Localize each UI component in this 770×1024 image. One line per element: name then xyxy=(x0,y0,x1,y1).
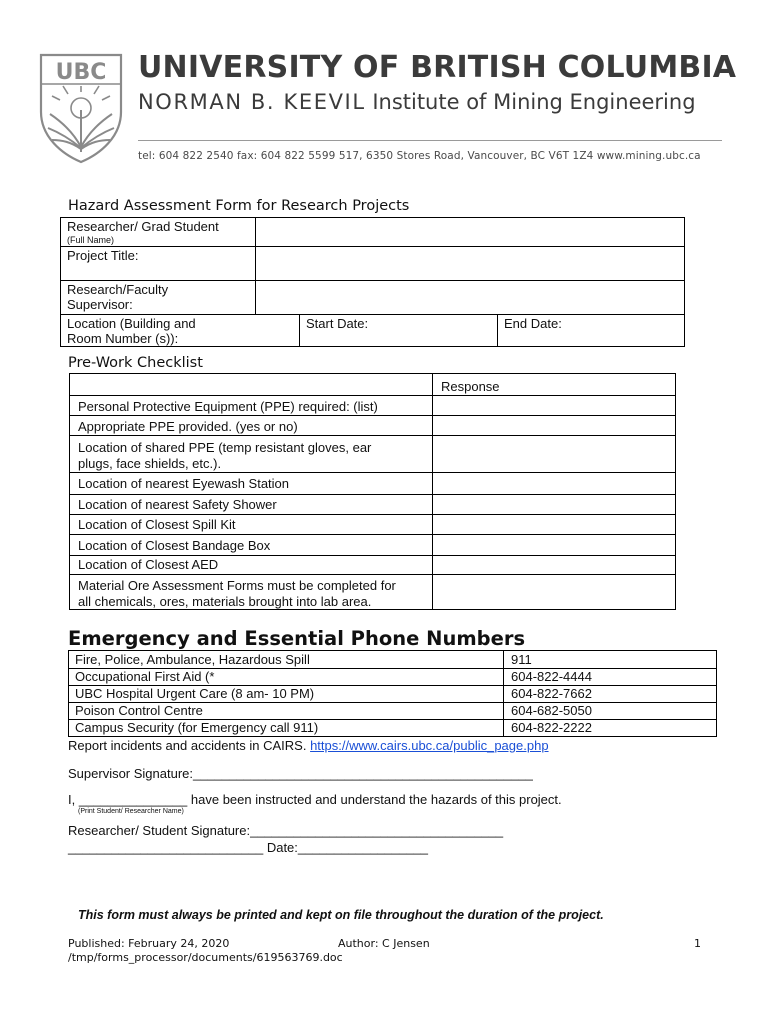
footer-file-path: /tmp/forms_processor/documents/619563769.doc xyxy=(68,951,343,964)
checklist-item-ppe-provided: Appropriate PPE provided. (yes or no) xyxy=(78,419,298,434)
print-requirement-note: This form must always be printed and kept on file throughout the duration of the project. xyxy=(78,908,604,922)
university-name: UNIVERSITY OF BRITISH COLUMBIA xyxy=(138,50,737,85)
institute-name xyxy=(138,90,696,114)
checklist-item-eyewash: Location of nearest Eyewash Station xyxy=(78,476,290,491)
phone-number-first-aid: 604-822-4444 xyxy=(511,669,592,684)
start-date-label: Start Date: xyxy=(306,316,369,331)
researcher-sublabel: (Full Name) xyxy=(67,235,115,245)
project-title-field[interactable] xyxy=(257,248,683,279)
phone-label-emergency: Fire, Police, Ambulance, Hazardous Spill xyxy=(75,652,310,667)
report-incidents-line xyxy=(68,738,549,753)
response-field-ore-forms[interactable] xyxy=(434,575,674,608)
institute-name-secondary: Institute of Mining Engineering xyxy=(372,90,696,114)
checklist-item-ore-forms: Material Ore Assessment Forms must be completed for xyxy=(78,578,396,593)
supervisor-label-line2: Supervisor: xyxy=(67,297,133,312)
institute-name-primary: NORMAN B. KEEVIL xyxy=(138,90,366,114)
header-divider xyxy=(138,140,722,141)
checklist-item-ore-forms-line2: all chemicals, ores, materials brought into lab area. xyxy=(78,594,372,609)
footer-author: Author: C Jensen xyxy=(338,937,430,950)
phone-number-emergency: 911 xyxy=(511,652,532,667)
pre-work-checklist-table xyxy=(69,373,676,610)
project-title-label: Project Title: xyxy=(67,248,139,263)
response-field-bandage-box[interactable] xyxy=(434,535,674,554)
response-field-eyewash[interactable] xyxy=(434,473,674,493)
response-field-ppe-required[interactable] xyxy=(434,396,674,414)
print-name-hint: (Print Student/ Researcher Name) xyxy=(78,808,184,815)
researcher-label: Researcher/ Grad Student xyxy=(67,219,219,234)
location-label-line2: Room Number (s)): xyxy=(67,331,179,346)
instructed-statement[interactable]: I, _______________ have been instructed and understand the hazards of this project. xyxy=(68,792,562,807)
checklist-item-safety-shower: Location of nearest Safety Shower xyxy=(78,497,277,512)
svg-text:UBC: UBC xyxy=(55,60,107,85)
location-label-line1: Location (Building and xyxy=(67,316,196,331)
phone-label-poison-control: Poison Control Centre xyxy=(75,703,203,718)
contact-line: tel: 604 822 2540 fax: 604 822 5599 517, 6350 Stores Road, Vancouver, BC V6T 1Z4 www.mining.ubc.ca xyxy=(138,150,701,162)
checklist-item-spill-kit: Location of Closest Spill Kit xyxy=(78,517,236,532)
checklist-title: Pre-Work Checklist xyxy=(68,355,203,371)
checklist-item-shared-ppe-line2: plugs, face shields, etc.). xyxy=(78,456,222,471)
phone-number-hospital: 604-822-7662 xyxy=(511,686,592,701)
supervisor-signature-line[interactable]: Supervisor Signature:_______________________________________________ xyxy=(68,766,533,781)
footer-page-number: 1 xyxy=(694,937,701,950)
supervisor-field[interactable] xyxy=(257,282,683,313)
phone-number-poison-control: 604-682-5050 xyxy=(511,703,592,718)
phone-label-hospital: UBC Hospital Urgent Care (8 am- 10 PM) xyxy=(75,686,315,701)
response-header: Response xyxy=(441,379,500,394)
researcher-info-table xyxy=(60,217,685,347)
report-text: Report incidents and accidents in CAIRS. xyxy=(68,738,311,753)
checklist-item-bandage-box: Location of Closest Bandage Box xyxy=(78,538,271,553)
end-date-label: End Date: xyxy=(504,316,562,331)
checklist-item-ppe-required: Personal Protective Equipment (PPE) required: (list) xyxy=(78,399,378,414)
checklist-item-aed: Location of Closest AED xyxy=(78,557,219,572)
response-field-ppe-provided[interactable] xyxy=(434,416,674,434)
form-title: Hazard Assessment Form for Research Projects xyxy=(68,198,410,214)
response-field-shared-ppe[interactable] xyxy=(434,436,674,471)
supervisor-label-line1: Research/Faculty xyxy=(67,282,169,297)
emergency-title: Emergency and Essential Phone Numbers xyxy=(68,627,526,650)
response-field-safety-shower[interactable] xyxy=(434,495,674,513)
researcher-name-field[interactable] xyxy=(257,219,683,245)
phone-label-campus-security: Campus Security (for Emergency call 911) xyxy=(75,720,319,735)
checklist-item-shared-ppe: Location of shared PPE (temp resistant gloves, ear xyxy=(78,440,372,455)
footer-published: Published: February 24, 2020 xyxy=(68,937,230,950)
response-field-spill-kit[interactable] xyxy=(434,515,674,533)
phone-label-first-aid: Occupational First Aid (* xyxy=(75,669,215,684)
date-line[interactable]: ___________________________ Date:__________________ xyxy=(68,840,429,855)
emergency-phone-table xyxy=(68,650,717,737)
response-field-aed[interactable] xyxy=(434,556,674,573)
ubc-crest-logo xyxy=(38,52,124,164)
cairs-link[interactable]: https://www.cairs.ubc.ca/public_page.php xyxy=(310,738,549,753)
phone-number-campus-security: 604-822-2222 xyxy=(511,720,592,735)
researcher-signature-line[interactable]: Researcher/ Student Signature:___________________________________ xyxy=(68,823,504,838)
